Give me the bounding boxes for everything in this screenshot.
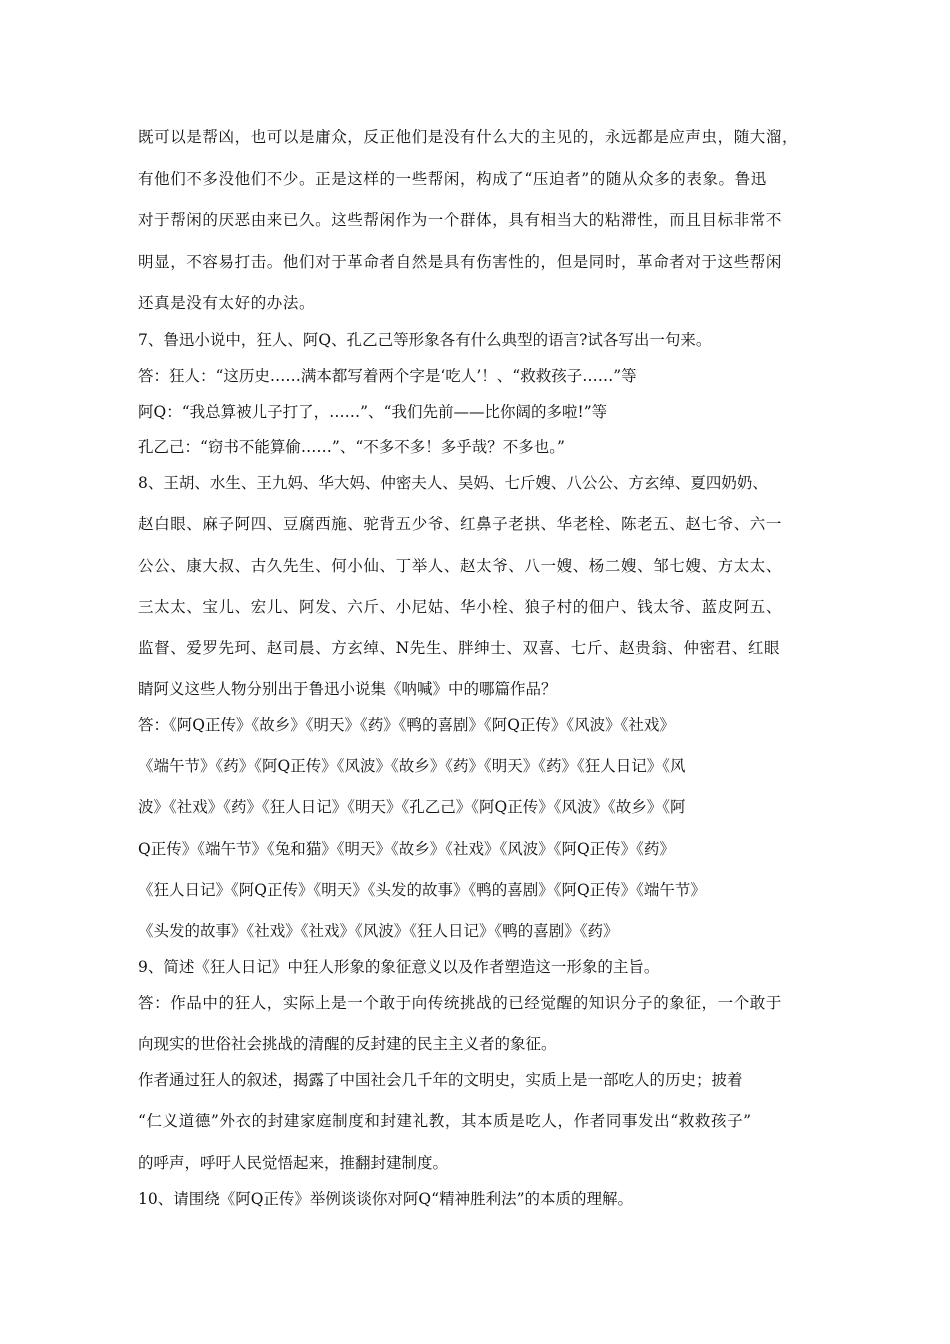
answer-7-line: 答：狂人：“这历史……满本都写着两个字是‘吃人’！、“救救孩子……”等 [138,367,637,385]
question-8-line: 睛阿义这些人物分别出于鲁迅小说集《呐喊》中的哪篇作品？ [138,680,557,698]
answer-9-line: 向现实的世俗社会挑战的清醒的反封建的民主主义者的象征。 [138,1035,557,1053]
question-9: 9、简述《狂人日记》中狂人形象的象征意义以及作者塑造这一形象的主旨。 [138,958,660,976]
paragraph-line: 还真是没有太好的办法。 [138,294,316,312]
answer-7-line: 阿Q：“我总算被儿子打了，……”、“我们先前——比你阔的多啦!”等 [138,403,608,421]
question-10: 10、请围绕《阿Q正传》举例谈谈你对阿Q“精神胜利法”的本质的理解。 [138,1190,633,1208]
answer-9-line: 作者通过狂人的叙述，揭露了中国社会几千年的文明史，实质上是一部吃人的历史；披着 [138,1071,743,1089]
question-8-line: 赵白眼、麻子阿四、豆腐西施、驼背五少爷、红鼻子老拱、华老栓、陈老五、赵七爷、六一 [138,515,783,533]
paragraph-line: 对于帮闲的厌恶由来已久。这些帮闲作为一个群体，具有相当大的粘滞性，而且目标非常不 [138,211,783,229]
question-8-line: 8、王胡、水生、王九妈、华大妈、仲密夫人、吴妈、七斤嫂、八公公、方玄绰、夏四奶奶、 [138,474,768,492]
answer-9-line: 答：作品中的狂人，实际上是一个敢于向传统挑战的已经觉醒的知识分子的象征，一个敢于 [138,994,783,1012]
answer-9-line: “仁义道德”外衣的封建家庭制度和封建礼教，其本质是吃人，作者同事发出“救救孩子” [138,1112,752,1130]
question-8-line: 监督、爱罗先珂、赵司晨、方玄绰、N先生、胖绅士、双喜、七斤、赵贵翁、仲密君、红眼 [138,639,781,657]
answer-8-line: 《端午节》《药》《阿Q正传》《风波》《故乡》《药》《明天》《药》《狂人日记》《风 [138,757,686,775]
answer-8-line: 《狂人日记》《阿Q正传》《明天》《头发的故事》《鸭的喜剧》《阿Q正传》《端午节》 [138,881,706,899]
paragraph-line: 明显，不容易打击。他们对于革命者自然是具有伤害性的，但是同时，革命者对于这些帮闲 [138,253,783,271]
answer-8-line: Q正传》《端午节》《兔和猫》《明天》《故乡》《社戏》《风波》《阿Q正传》《药》 [138,840,675,858]
question-8-line: 公公、康大叔、古久先生、何小仙、丁举人、赵太爷、八一嫂、杨二嫂、邹七嫂、方太太、 [138,557,783,575]
question-7: 7、鲁迅小说中，狂人、阿Q、孔乙己等形象各有什么典型的语言?试各写出一句来。 [138,331,712,349]
paragraph-line: 有他们不多没他们不少。正是这样的一些帮闲，构成了“压迫者”的随从众多的表象。鲁迅 [138,170,767,188]
answer-7-line: 孔乙己：“窃书不能算偷……”、“不多不多！多乎哉？不多也。” [138,438,565,456]
answer-8-line: 波》《社戏》《药》《狂人日记》《明天》《孔乙己》《阿Q正传》《风波》《故乡》《阿 [138,798,686,816]
answer-9-line: 的呼声，呼吁人民觉悟起来，推翻封建制度。 [138,1154,449,1172]
answer-8-line: 《头发的故事》《社戏》《社戏》《风波》《狂人日记》《鸭的喜剧》《药》 [138,922,619,940]
answer-8-line: 答：《阿Q正传》《故乡》《明天》《药》《鸭的喜剧》《阿Q正传》《风波》《社戏》 [138,716,675,734]
paragraph-line: 既可以是帮凶，也可以是庸众，反正他们是没有什么大的主见的，永远都是应声虫，随大溜， [138,128,799,146]
question-8-line: 三太太、宝儿、宏儿、阿发、六斤、小尼姑、华小栓、狼子村的佃户、钱太爷、蓝皮阿五、 [138,598,783,616]
